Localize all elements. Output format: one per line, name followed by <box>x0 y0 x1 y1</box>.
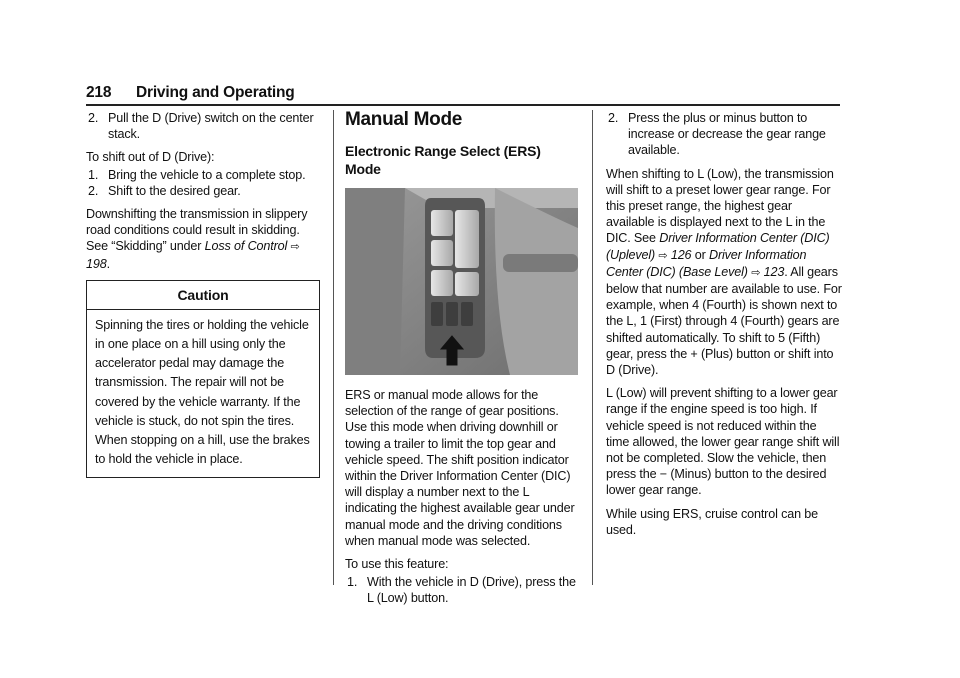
low-gear-paragraph: L (Low) will prevent shifting to a lower gear range if the engine speed is too high. If vehicle speed is not reduced within the time allowed, the lower gear range shift will not be completed. Slow the vehicle, then press the − (Minus) button to the desired lower gear range. <box>606 386 840 498</box>
list-item: 2. Press the plus or minus button to increase or decrease the gear range available. <box>608 111 826 158</box>
page-header <box>86 82 840 106</box>
ers-paragraph: ERS or manual mode allows for the selection of the range of gear positions. Use this mode when driving downhill or towing a trailer to limit the top gear and vehicle speed. The shift position indicator within the Driver Information Center (DIC) will display a number next to the L indicating the highest available gear under manual mode and the driving conditions when manual mode was selected. <box>345 388 575 548</box>
column-middle <box>345 110 578 607</box>
caution-title: Caution <box>87 281 319 310</box>
cross-reference-link[interactable]: Loss of Control <box>204 239 288 254</box>
shift-out-intro: To shift out of D (Drive): <box>86 150 215 165</box>
column-divider-left <box>333 110 334 585</box>
subsection-heading: Electronic Range Select (ERS) Mode <box>345 143 541 177</box>
section-title: Driving and Operating <box>136 84 295 101</box>
list-item: 2. Shift to the desired gear. <box>88 183 241 198</box>
caution-text: Spinning the tires or holding the vehicle in one place on a hill using only the accelerator pedal may damage the transmission. The repair will not be covered by the vehicle warranty. If the vehicle is stuck, do not spin the tires. When stopping on a hill, use the brakes to hold the vehicle in place. <box>95 317 310 467</box>
caution-box <box>86 280 320 479</box>
list-item: 1. Bring the vehicle to a complete stop. <box>88 167 306 182</box>
downshift-paragraph: Downshifting the transmission in slippery road conditions could result in skidding. See “Skidding” under Loss of Control ⇨ 198. <box>86 207 308 271</box>
page-ref-arrow-icon: ⇨ <box>658 249 668 262</box>
use-intro: To use this feature: <box>345 557 449 572</box>
column-left <box>86 110 320 478</box>
list-item: 2. Pull the D (Drive) switch on the center stack. <box>88 111 314 142</box>
list-item: 1. With the vehicle in D (Drive), press the L (Low) button. <box>347 575 576 606</box>
dic-paragraph: When shifting to L (Low), the transmission will shift to a preset lower gear range. For this preset range, the highest gear available is displayed next to the L in the DIC. See Driver Information Center (DIC) (Uplevel) ⇨ 126 or Driver Information Center (DIC) (Base Level) ⇨ 123. All gears below that number are available to use. For example, when 4 (Fourth) is shown next to the L, 1 (First) through 4 (Fourth) gears are shifted automatically. To shift to 5 (Fifth) gear, press the + (Plus) button or shift into D (Drive). <box>606 166 842 378</box>
cross-reference-link[interactable]: Driver Information Center (DIC) (Uplevel) <box>606 231 830 262</box>
page-ref-arrow-icon: ⇨ <box>290 241 300 254</box>
column-divider-right <box>592 110 593 585</box>
column-right <box>606 110 842 545</box>
page-ref-number[interactable]: 123 <box>763 264 785 279</box>
cruise-paragraph: While using ERS, cruise control can be used. <box>606 506 818 537</box>
page-ref-arrow-icon: ⇨ <box>751 266 761 279</box>
page-ref-number[interactable]: 198 <box>86 256 107 271</box>
page-number: 218 <box>86 84 112 101</box>
page-ref-number[interactable]: 126 <box>670 247 692 262</box>
ers-switch-figure <box>345 188 578 375</box>
section-heading: Manual Mode <box>345 109 463 130</box>
cross-reference-link[interactable]: Driver Information Center (DIC) (Base Level) <box>606 247 807 279</box>
